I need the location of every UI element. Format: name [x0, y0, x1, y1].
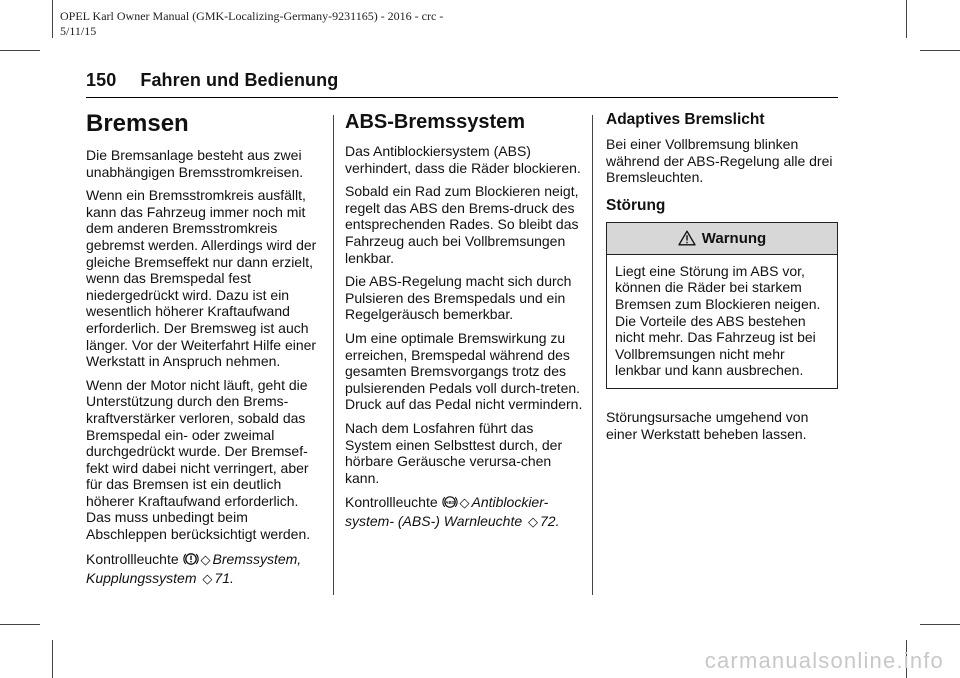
heading-adaptives-bremslicht: Adaptives Bremslicht — [606, 111, 765, 128]
column-divider — [333, 115, 334, 595]
crop-mark — [52, 0, 53, 38]
warning-label: Warnung — [701, 229, 767, 247]
paragraph: Störungsursache umgehend von einer Werkstatt beheben lassen. — [606, 408, 809, 442]
warning-text: Liegt eine Störung im ABS vor, können die Räder bei starkem Bremsen zum Blockieren neigen. Die Vorteile des ABS bestehen nicht mehr. Das Fahrzeug ist bei Vollbremsungen nicht mehr lenkbar und kann ausbrechen. — [615, 262, 821, 379]
paragraph: Nach dem Losfahren führt das System einen Selbsttest durch, der hörbare Geräusche verursa-chen kann. — [345, 419, 563, 486]
paragraph: Die ABS-Regelung macht sich durch Pulsieren des Bremspedals und ein Regelgeräusch bemerkbar. — [345, 273, 572, 323]
heading-bremsen: Bremsen — [86, 110, 189, 137]
column-divider — [592, 115, 593, 595]
crop-mark — [0, 50, 40, 51]
warning-box — [606, 222, 838, 389]
crop-mark — [0, 624, 40, 625]
crop-mark — [920, 624, 960, 625]
reference-prefix: Kontrollleuchte — [345, 494, 438, 511]
cross-reference — [86, 550, 326, 588]
heading-stoerung: Störung — [606, 196, 666, 214]
section-title: Fahren und Bedienung — [140, 70, 339, 90]
paragraph: Die Bremsanlage besteht aus zwei unabhängigen Bremsstromkreisen. — [86, 147, 304, 180]
reference-text: Bremssystem, Kupplungssystem — [86, 550, 302, 586]
warning-header — [607, 223, 837, 255]
paragraph: Wenn ein Bremsstromkreis ausfällt, kann das Fahrzeug immer noch mit dem anderen Bremsstromkreis gebremst werden. Allerdings wird der gleiche Bremseffekt nur dann erzielt, wenn das Bremspedal fest niedergedrückt wird. Dazu ist ein wesentlich höherer Kraftaufwand erforderlich. Der Bremsweg ist auch länger. Vor der Weiterfahrt Hilfe einer Werkstatt in Anspruch nehmen. — [86, 187, 317, 370]
svg-text:ABS: ABS — [444, 500, 455, 506]
column-abs — [345, 110, 583, 538]
heading-abs: ABS-Bremssystem — [345, 111, 526, 133]
watermark: carmanualsonline.info — [704, 648, 944, 673]
reference-page: 72. — [540, 513, 560, 530]
crop-mark — [906, 0, 907, 38]
reference-text: Antiblockier-system- (ABS-) Warnleuchte — [345, 494, 549, 530]
column-bremslicht — [606, 110, 840, 449]
crop-mark — [52, 640, 53, 678]
paragraph: Bei einer Vollbremsung blinken während der ABS-Regelung alle drei Bremsleuchten. — [606, 136, 833, 186]
column-bremsen — [86, 110, 326, 595]
brake-warning-icon — [183, 551, 199, 567]
reference-arrow-icon: ◇ — [459, 495, 470, 511]
reference-arrow-icon: ◇ — [202, 570, 213, 586]
paragraph: Das Antiblockiersystem (ABS) verhindert, dass die Räder blockieren. — [345, 143, 581, 176]
reference-arrow-icon: ◇ — [528, 514, 539, 530]
reference-prefix: Kontrollleuchte — [86, 550, 179, 567]
print-metadata-date: 5/11/15 — [60, 24, 97, 38]
running-head — [86, 70, 338, 91]
reference-page: 71. — [214, 569, 234, 586]
warning-triangle-icon — [678, 230, 696, 246]
reference-arrow-icon: ◇ — [200, 551, 211, 567]
header-rule — [86, 97, 838, 98]
paragraph: Um eine optimale Bremswirkung zu erreichen, Bremspedal während des gesamten Bremsvorgangs trotz des pulsierenden Pedals voll durch-treten. Druck auf das Pedal nicht vermindern. — [345, 329, 583, 413]
crop-mark — [920, 50, 960, 51]
page-number: 150 — [86, 70, 117, 90]
print-metadata-line: OPEL Karl Owner Manual (GMK-Localizing-Germany-9231165) - 2016 - crc - — [60, 9, 444, 23]
paragraph: Sobald ein Rad zum Blockieren neigt, regelt das ABS den Brems-druck des entsprechenden Rades. So bleibt das Fahrzeug auch bei Vollbremsungen lenkbar. — [345, 183, 579, 266]
cross-reference — [345, 493, 583, 531]
paragraph: Wenn der Motor nicht läuft, geht die Unterstützung durch den Brems-kraftverstärker verloren, sobald das Bremspedal ein- oder zweimal durchgedrückt wurde. Der Bremsef-fekt wird dabei nicht verringert, aber für das Bremsen ist ein deutlich höherer Kraftaufwand erforderlich. Das muss unbedingt beim Abschleppen berücksichtigt werden. — [86, 376, 311, 543]
print-metadata — [60, 9, 580, 39]
abs-icon — [442, 494, 458, 510]
